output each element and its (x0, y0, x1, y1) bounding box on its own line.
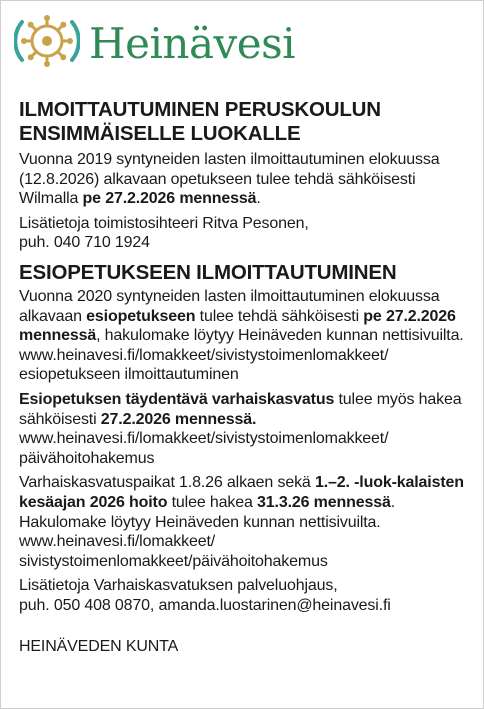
section2-p1-a: Vuonna 2020 syntyneiden lasten ilmoittautuminen elokuussa alkavaan (19, 287, 440, 325)
ship-wheel-icon (14, 8, 80, 74)
section2-p2-url: www.heinavesi.fi/lomakkeet/sivistystoimenlomakkeet/ (19, 430, 389, 448)
section2-p2-deadline: 27.2.2026 mennessä. (100, 410, 257, 428)
section2-p1-c: tulee tehdä sähköisesti (195, 307, 364, 325)
municipality-signature: HEINÄVEDEN KUNTA (19, 638, 179, 656)
section2-title: ESIOPETUKSEEN ILMOITTAUTUMINEN (19, 260, 397, 284)
section2-p3-c: tulee hakea (167, 493, 258, 511)
section2-p3-e: . Hakulomake löytyy Heinäveden kunnan nettisivuilta. www.heinavesi.fi/lomakkeet/ (19, 493, 396, 551)
section1-paragraph1 (19, 150, 471, 209)
section2-paragraph2 (19, 390, 471, 468)
section2-p1-url: www.heinavesi.fi/lomakkeet/sivistystoimenlomakkeet/ (19, 346, 389, 364)
announcement-body (19, 98, 471, 657)
section1-p1-deadline: pe 27.2.2026 mennessä (82, 190, 257, 208)
section2-contact (19, 576, 471, 615)
section2-p1-url-cont: esiopetukseen ilmoittautuminen (19, 366, 239, 384)
section2-p2-title: Esiopetuksen täydentävä varhaiskasvatus (19, 390, 335, 408)
section2-p1-esiopetus: esiopetukseen (86, 307, 196, 325)
section1-contact-phone: puh. 040 710 1924 (19, 234, 150, 252)
section1-title-line1: ILMOITTAUTUMINEN PERUSKOULUN (19, 98, 381, 121)
section2-contact-phone-email: puh. 050 408 0870, amanda.luostarinen@heinavesi.fi (19, 596, 391, 614)
section2-p1-deadline: pe 27.2.2026 mennessä (19, 307, 456, 345)
logo-wordmark: Heinävesi (89, 19, 296, 68)
section1-p1-end: . (256, 190, 261, 208)
section2-paragraph1 (19, 287, 471, 385)
section1-contact (19, 214, 471, 253)
section2-p2-url-cont: päivähoitohakemus (19, 449, 155, 467)
section2-p2-b: tulee myös hakea sähköisesti (19, 390, 462, 428)
heinavesi-logo (14, 8, 314, 78)
section2-p3-a: Varhaiskasvatuspaikat 1.8.26 alkaen sekä (19, 474, 315, 492)
section2-p3-summer-care: 1.–2. -luok-kalaisten kesäajan 2026 hoito (19, 474, 464, 511)
section2-p3-url-cont: sivistystoimenlomakkeet/päivähoitohakemus (19, 552, 328, 570)
section1-contact-name: Lisätietoja toimistosihteeri Ritva Pesonen, (19, 214, 309, 232)
section1-title-line2: ENSIMMÄISELLE LUOKALLE (19, 122, 301, 145)
section2-contact-name: Lisätietoja Varhaiskasvatuksen palveluohjaus, (19, 577, 338, 595)
section2-paragraph3 (19, 473, 471, 571)
section2-p3-deadline: 31.3.26 mennessä (257, 493, 391, 511)
section1-p1-text: Vuonna 2019 syntyneiden lasten ilmoittautuminen elokuussa (12.8.2026) alkavaan opetukseen tulee tehdä sähköisesti Wilmalla (19, 151, 440, 208)
section2-p1-e: , hakulomake löytyy Heinäveden kunnan nettisivuilta. (96, 327, 464, 345)
section1-title (19, 98, 471, 146)
